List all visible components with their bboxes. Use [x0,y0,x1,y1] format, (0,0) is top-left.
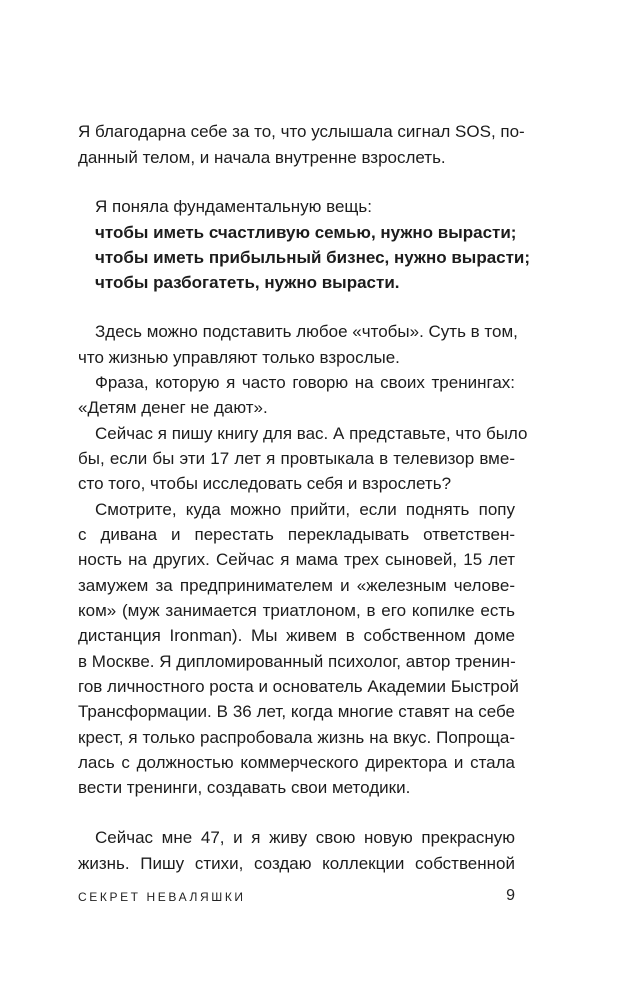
text-line: крест, я только распробовала жизнь на вкус. Попроща- [78,728,515,747]
text-line: дистанция Ironman). Мы живем в собственном доме [78,626,515,645]
text-line: Смотрите, куда можно прийти, если поднять попу [95,500,515,519]
text-line: гов личностного роста и основатель Академии Быстрой [78,677,519,696]
text-line: Я благодарна себе за то, что услышала сигнал SOS, по- [78,122,525,141]
text-line: Сейчас я пишу книгу для вас. А представьте, что было [95,424,528,443]
text-line: вести тренинги, создавать свои методики. [78,778,411,797]
text-line: Здесь можно подставить любое «чтобы». Суть в том, [95,322,518,341]
text-line: в Москве. Я дипломированный психолог, автор тренин- [78,652,516,671]
text-line: ком» (муж занимается триатлоном, в его копилке есть [78,601,515,620]
text-line: с дивана и перестать перекладывать ответствен- [78,525,515,544]
text-line: лась с должностью коммерческого директора и стала [78,753,515,772]
running-footer-title: СЕКРЕТ НЕВАЛЯШКИ [78,890,246,904]
text-line: Трансформации. В 36 лет, когда многие ставят на себе [78,702,515,721]
text-line: «Детям денег не дают». [78,398,268,417]
text-line: замужем за предпринимателем и «железным челове- [78,576,515,595]
page-number: 9 [506,887,515,904]
text-line: жизнь. Пишу стихи, создаю коллекции собственной [78,854,515,873]
text-line: данный телом, и начала внутренне взрослеть. [78,148,446,167]
quote-bold-line: чтобы разбогатеть, нужно вырасти. [95,273,400,292]
text-line: что жизнью управляют только взрослые. [78,348,400,367]
text-line: ность на других. Сейчас я мама трех сыновей, 15 лет [78,550,515,569]
quote-bold-line: чтобы иметь прибыльный бизнес, нужно вырасти; [95,248,531,267]
quote-intro: Я поняла фундаментальную вещь: [95,197,372,216]
text-line: сто того, чтобы исследовать себя и взрослеть? [78,474,452,493]
quote-bold-line: чтобы иметь счастливую семью, нужно вырасти; [95,223,517,242]
text-line: Сейчас мне 47, и я живу свою новую прекрасную [95,828,515,847]
text-line: Фраза, которую я часто говорю на своих тренингах: [95,373,515,392]
text-line: бы, если бы эти 17 лет я провтыкала в телевизор вме- [78,449,515,468]
